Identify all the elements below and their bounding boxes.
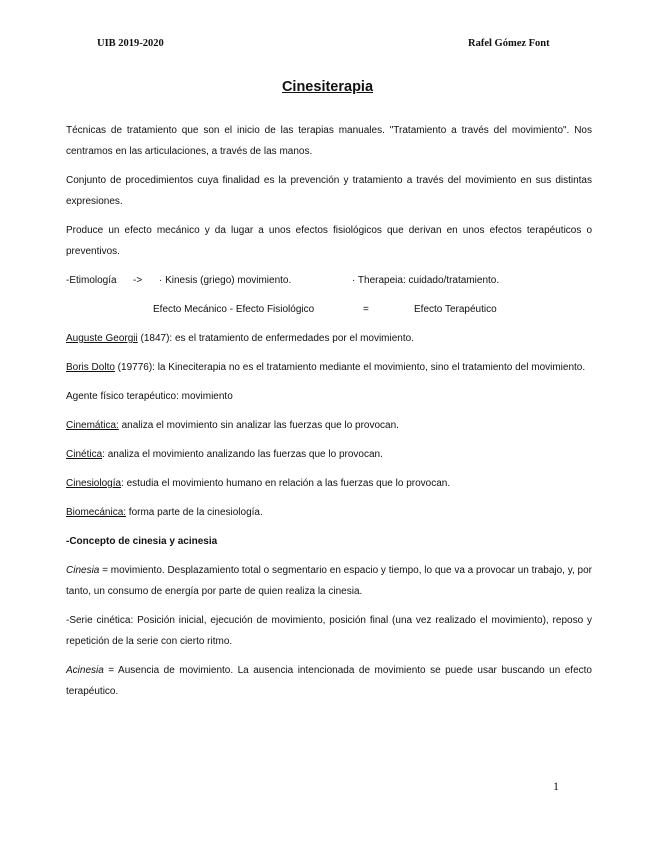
dolto-text: (19776): la Kineciterapia no es el tratamiento mediante el movimiento, sino el tratamiento del movimiento. (114, 362, 586, 373)
cinesia-term: Cinesia (66, 565, 100, 576)
etimologia-arrow: -> (133, 275, 143, 286)
paragraph-intro: Técnicas de tratamiento que son el inicio de las terapias manuales. "Tratamiento a través del movimiento". Nos centramos en las articulaciones, a través de las manos. (66, 125, 592, 157)
header-author: Rafel Gómez Font (468, 38, 550, 49)
biomecanica-term: Biomecánica: (66, 507, 127, 518)
efecto-right: Efecto Terapéutico (414, 304, 497, 315)
cinesia-text: = movimiento. Desplazamiento total o segmentario en espacio y tiempo, lo que va a provocar un trabajo, y, por tanto, un consumo de energía por parte de quien realiza la cinesia. (66, 565, 592, 597)
page-number: 1 (553, 779, 559, 793)
georgii-name: Auguste Georgii (66, 333, 138, 344)
cinetica-term: Cinética (66, 449, 103, 460)
etimologia-label: -Etimología (66, 275, 117, 286)
document-body (66, 120, 592, 710)
efecto-row (66, 299, 592, 320)
definition-biomecanica (66, 502, 592, 523)
cinesiologia-text: : estudia el movimiento humano en relación a las fuerzas que lo provocan. (121, 478, 451, 489)
biomecanica-text: forma parte de la cinesiología. (126, 507, 263, 518)
etimologia-therapeia: · Therapeia: cuidado/tratamiento. (352, 275, 500, 286)
cinematica-term: Cinemática: (66, 420, 119, 431)
paragraph-conjunto: Conjunto de procedimientos cuya finalidad es la prevención y tratamiento a través del movimiento en sus distintas expresiones. (66, 175, 592, 207)
etimologia-row (66, 270, 592, 291)
paragraph-cinesia (66, 560, 592, 602)
page-title: Cinesiterapia (281, 79, 374, 95)
cinetica-text: : analiza el movimiento analizando las fuerzas que lo provocan. (102, 449, 383, 460)
efecto-left: Efecto Mecánico - Efecto Fisiológico (153, 304, 315, 315)
paragraph-efecto: Produce un efecto mecánico y da lugar a unos efectos fisiológicos que derivan en unos efectos terapéuticos o preventivos. (66, 225, 592, 257)
definition-cinetica (66, 444, 592, 465)
cinematica-text: analiza el movimiento sin analizar las fuerzas que lo provocan. (118, 420, 399, 431)
paragraph-georgii (66, 328, 592, 349)
section-heading-concepto: -Concepto de cinesia y acinesia (66, 536, 218, 547)
paragraph-agente: Agente físico terapéutico: movimiento (66, 391, 233, 402)
dolto-name: Boris Dolto (66, 362, 115, 373)
etimologia-kinesis: · Kinesis (griego) movimiento. (159, 275, 292, 286)
paragraph-acinesia (66, 660, 592, 702)
georgii-text: (1847): es el tratamiento de enfermedades por el movimiento. (137, 333, 414, 344)
efecto-equals: = (363, 304, 369, 315)
paragraph-serie: -Serie cinética: Posición inicial, ejecución de movimiento, posición final (una vez realizado el movimiento), reposo y repetición de la serie con cierto ritmo. (66, 615, 592, 647)
acinesia-text: = Ausencia de movimiento. La ausencia intencionada de movimiento se puede usar buscando un efecto terapéutico. (66, 665, 592, 697)
header-course: UIB 2019-2020 (97, 38, 164, 49)
cinesiologia-term: Cinesiología (66, 478, 122, 489)
paragraph-dolto (66, 357, 592, 378)
definition-cinesiologia (66, 473, 592, 494)
acinesia-term: Acinesia (66, 665, 104, 676)
definition-cinematica (66, 415, 592, 436)
